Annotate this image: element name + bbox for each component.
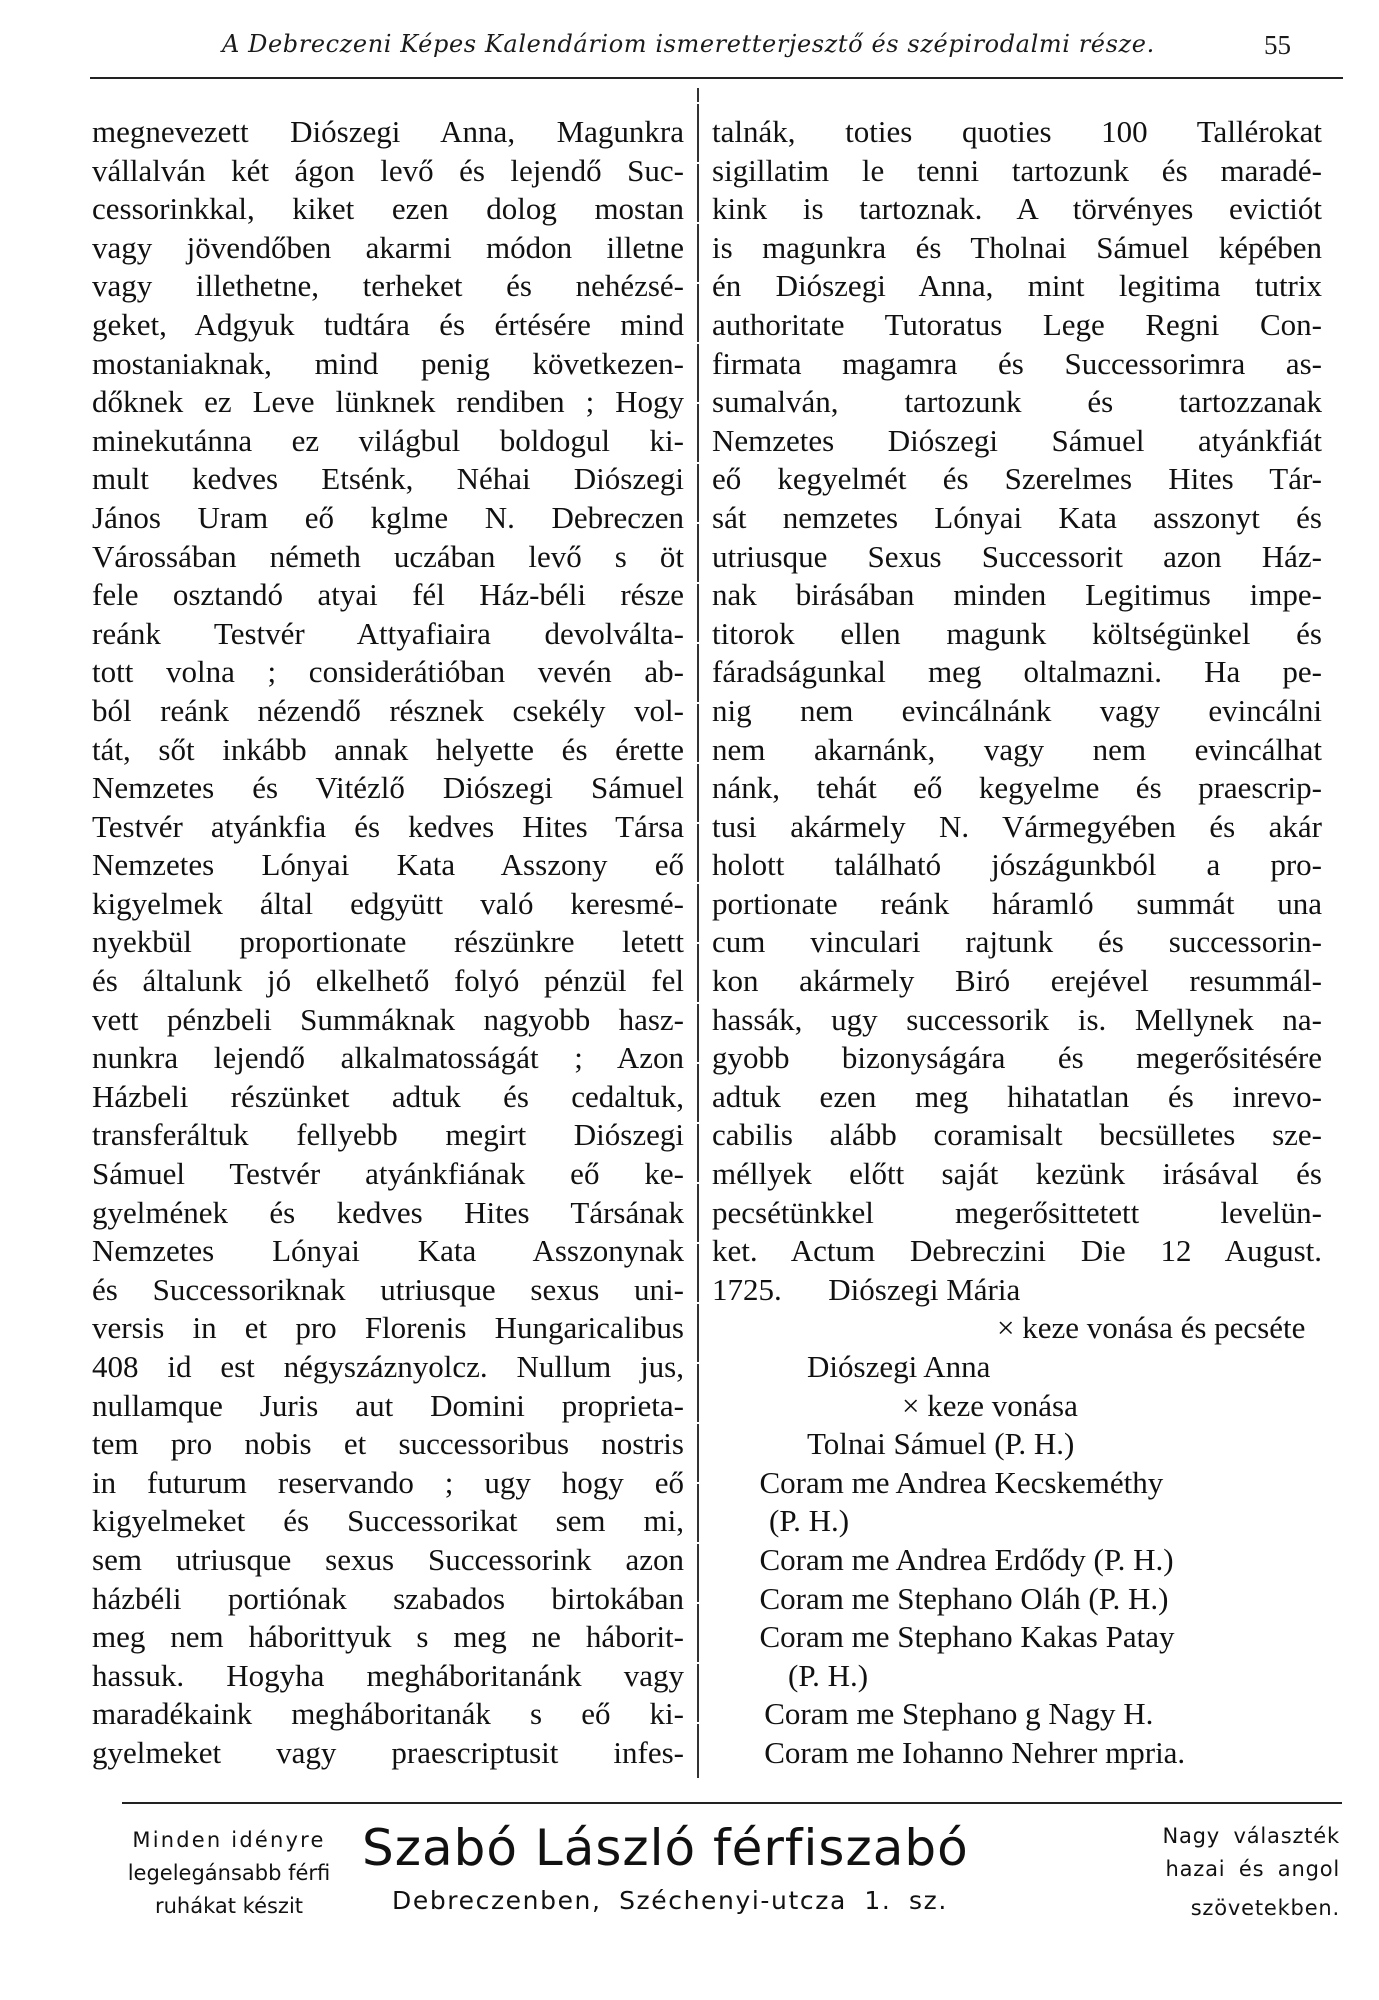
signature-line: 1725. Diószegi Mária — [712, 1271, 1021, 1307]
text-line: nullamque Juris aut Domini proprieta- — [92, 1387, 684, 1423]
text-line: és általunk jó elkelhető folyó pénzül fel — [92, 963, 684, 999]
text-line: authoritate Tutoratus Lege Regni Con- — [712, 306, 1322, 342]
text-line: gyobb bizonyságára és megerősitésére — [712, 1040, 1322, 1076]
text-line: maradékaink megháboritanák s eő ki- — [92, 1696, 684, 1732]
text-line: utriusque Sexus Successorit azon Ház- — [712, 538, 1322, 574]
text-line: versis in et pro Florenis Hungaricalibus — [92, 1310, 684, 1346]
text-line: cessorinkkal, kiket ezen dolog mostan — [92, 191, 684, 227]
text-line: nak birásában minden Legitimus impe- — [712, 577, 1322, 613]
text-line: kon akármely Biró erejével resummál- — [712, 963, 1322, 999]
text-line: Nemzetes Lónyai Kata Asszony eő — [92, 847, 684, 883]
text-line: ból reánk nézendő résznek csekély vol- — [92, 692, 684, 728]
text-line: tem pro nobis et successoribus nostris — [92, 1426, 684, 1462]
text-line: pecsétünkkel megerősittetett levelün- — [712, 1194, 1322, 1230]
text-line: eő kegyelmét és Szerelmes Hites Tár- — [712, 461, 1322, 497]
signature-line: × keze vonása — [902, 1387, 1078, 1423]
text-line: mostaniaknak, mind penig következen- — [92, 345, 684, 381]
text-line: én Diószegi Anna, mint legitima tutrix — [712, 268, 1322, 304]
text-line: transferáltuk fellyebb megirt Diószegi — [92, 1117, 684, 1153]
text-line: ket. Actum Debreczini Die 12 August. — [712, 1233, 1322, 1269]
text-line: vett pénzbeli Summáknak nagyobb hasz- — [92, 1001, 684, 1037]
text-line: nyekbül proportionate részünkre letett — [92, 924, 684, 960]
text-line: tott volna ; considerátióban vevén ab- — [92, 654, 684, 690]
signature-line: Coram me Andrea Kecskeméthy — [759, 1464, 1164, 1500]
text-line: Nemzetes Lónyai Kata Asszonynak — [92, 1233, 684, 1269]
tagline-line: ruhákat készit — [154, 1894, 304, 1918]
advertisement-offer — [1090, 1820, 1340, 1925]
offer-line: szövetekben. — [1190, 1896, 1340, 1920]
tagline-line: Minden idényre — [132, 1828, 326, 1852]
running-title: A Debreczeni Képes Kalendáriom ismeretterjesztő és szépirodalmi része. — [222, 30, 1155, 58]
text-line: hassuk. Hogyha megháboritanánk vagy — [92, 1657, 684, 1693]
text-line: Nemzetes és Vitézlő Diószegi Sámuel — [92, 770, 684, 806]
text-line: meg nem háborittyuk s meg ne háborit- — [92, 1619, 684, 1655]
text-line: és Successoriknak utriusque sexus uni- — [92, 1271, 684, 1307]
text-line: mult kedves Etsénk, Néhai Diószegi — [92, 461, 684, 497]
signature-line: Diószegi Anna — [807, 1349, 991, 1384]
offer-line: hazai és angol — [1165, 1857, 1340, 1881]
right-column — [712, 113, 1322, 1773]
text-line: nunkra lejendő alkalmatosságát ; Azon — [92, 1040, 684, 1076]
text-line: titorok ellen magunk költségünkel és — [712, 615, 1322, 651]
text-line: Házbeli részünket adtuk és cedaltuk, — [92, 1078, 684, 1114]
text-line: Várossában németh uczában levő s öt — [92, 538, 684, 574]
advertisement-rule — [122, 1802, 1342, 1804]
text-line: sát nemzetes Lónyai Kata asszonyt és — [712, 499, 1322, 535]
text-line: reánk Testvér Attyafiaira devolválta- — [92, 615, 684, 651]
text-line: vagy illethetne, terheket és nehézsé- — [92, 268, 684, 304]
text-line: dőknek ez Leve lünknek rendiben ; Hogy — [92, 384, 684, 420]
text-line: talnák, toties quoties 100 Tallérokat — [712, 114, 1322, 149]
header-rule — [90, 77, 1343, 79]
text-line: gyelmeket vagy praescriptusit infes- — [92, 1734, 684, 1770]
text-line: János Uram eő kglme N. Debreczen — [92, 499, 684, 535]
signature-line: (P. H.) — [769, 1503, 850, 1539]
text-line: Sámuel Testvér atyánkfiának eő ke- — [92, 1156, 684, 1192]
text-line: vagy jövendőben akarmi módon illetne — [92, 229, 684, 265]
text-line: in futurum reservando ; ugy hogy eő — [92, 1464, 684, 1500]
text-line: 408 id est négyszáznyolcz. Nullum jus, — [92, 1349, 684, 1384]
signature-line: Tolnai Sámuel (P. H.) — [807, 1426, 1075, 1462]
page-number: 55 — [1264, 30, 1291, 60]
text-line: kigyelmek által edgyütt való keresmé- — [92, 885, 684, 921]
text-line: firmata magamra és Successorimra as- — [712, 345, 1322, 381]
text-line: Testvér atyánkfia és kedves Hites Társa — [92, 808, 684, 844]
business-name: Szabó László férfiszabó — [362, 1819, 969, 1877]
text-line: vállalván két ágon levő és lejendő Suc- — [92, 152, 684, 188]
text-line: hassák, ugy successorik is. Mellynek na- — [712, 1001, 1322, 1037]
advertisement-tagline — [108, 1824, 350, 1923]
text-line: Nemzetes Diószegi Sámuel atyánkfiát — [712, 422, 1322, 458]
text-line: portionate reánk háramló summát una — [712, 885, 1322, 921]
text-line: sumalván, tartozunk és tartozzanak — [712, 384, 1322, 420]
signature-line: Coram me Stephano g Nagy H. — [764, 1696, 1154, 1732]
offer-line: Nagy választék — [1162, 1824, 1340, 1848]
text-line: sigillatim le tenni tartozunk és maradé- — [712, 152, 1322, 188]
text-line: fáradságunkal meg oltalmazni. Ha pe- — [712, 654, 1322, 690]
text-line: méllyek előtt saját kezünk irásával és — [712, 1156, 1322, 1192]
text-line: tusi akármely N. Vármegyében és akár — [712, 808, 1322, 844]
text-line: kink is tartoznak. A törvényes evictiót — [712, 191, 1322, 227]
text-line: sem utriusque sexus Successorink azon — [92, 1541, 684, 1577]
text-line: cabilis alább coramisalt becsülletes sze- — [712, 1117, 1322, 1153]
text-line: geket, Adgyuk tudtára és értésére mind — [92, 306, 684, 342]
text-line: megnevezett Diószegi Anna, Magunkra — [92, 114, 684, 149]
left-column — [92, 113, 684, 1773]
signature-line: (P. H.) — [788, 1657, 869, 1693]
text-line: cum vinculari rajtunk és successorin- — [712, 924, 1322, 960]
business-address: Debreczenben, Széchenyi-utcza 1. sz. — [392, 1886, 948, 1915]
signature-line: Coram me Stephano Oláh (P. H.) — [759, 1580, 1169, 1616]
text-line: kigyelmeket és Successorikat sem mi, — [92, 1503, 684, 1539]
signature-line: Coram me Stephano Kakas Patay — [759, 1619, 1175, 1655]
text-line: nem akarnánk, vagy nem evincálhat — [712, 731, 1322, 767]
text-line: tát, sőt inkább annak helyette és érette — [92, 731, 684, 767]
text-line: adtuk ezen meg hihatatlan és inrevo- — [712, 1078, 1322, 1114]
text-line: holott található jószágunkból a pro- — [712, 847, 1322, 883]
tagline-line: legelegánsabb férfi — [127, 1861, 331, 1885]
text-line: gyelmének és kedves Hites Társának — [92, 1194, 684, 1230]
signature-line: Coram me Iohanno Nehrer mpria. — [764, 1734, 1186, 1770]
text-line: fele osztandó atyai fél Ház-béli része — [92, 577, 684, 613]
signature-line: Coram me Andrea Erdődy (P. H.) — [759, 1541, 1174, 1577]
text-line: nánk, tehát eő kegyelme és praescrip- — [712, 770, 1322, 806]
column-divider — [697, 88, 699, 1778]
text-line: nig nem evincálnánk vagy evincálni — [712, 692, 1322, 728]
text-line: házbéli portiónak szabados birtokában — [92, 1580, 684, 1616]
text-line: minekutánna ez világbul boldogul ki- — [92, 422, 684, 458]
text-line: is magunkra és Tholnai Sámuel képében — [712, 229, 1322, 265]
signature-line: × keze vonása és pecséte — [997, 1310, 1306, 1346]
